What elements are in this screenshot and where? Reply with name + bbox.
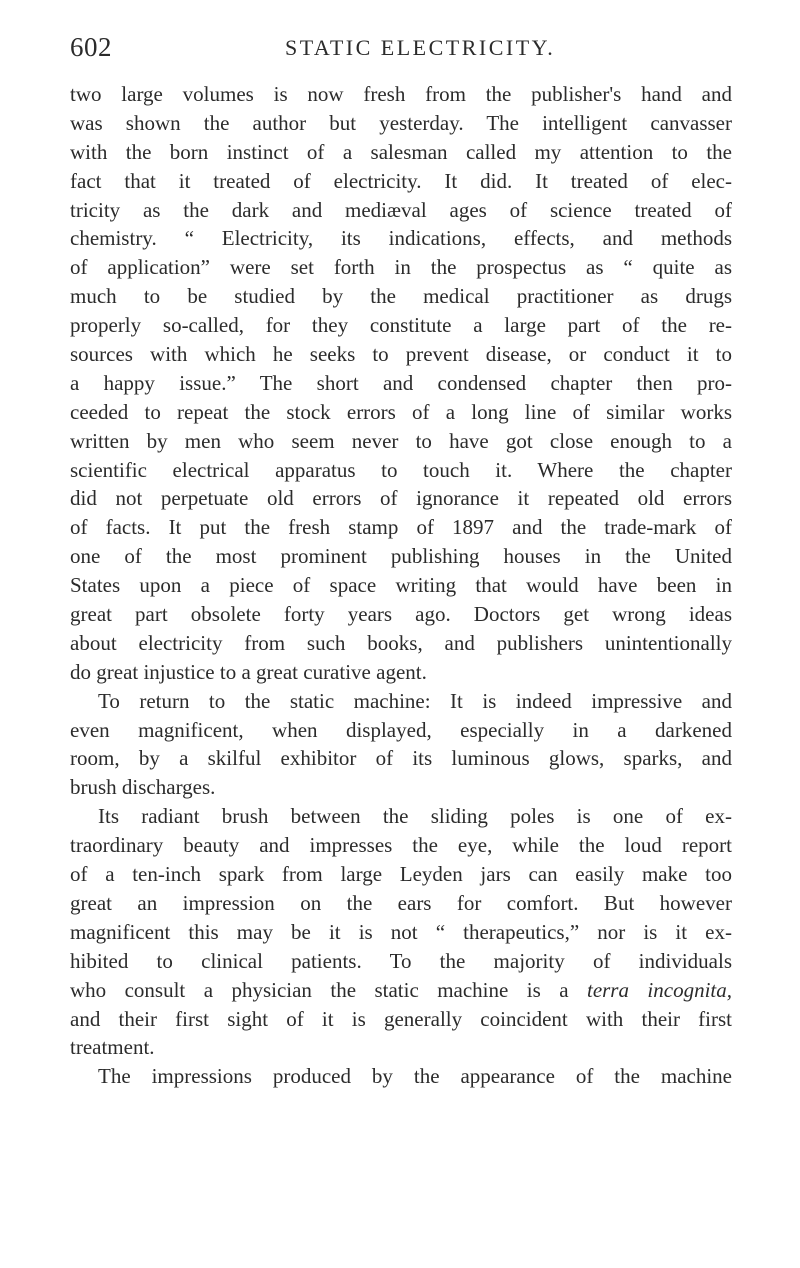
italic-phrase: terra incognita, — [586, 977, 732, 1002]
text-line: of a ten-inch spark from large Leyden jars can easily make too — [70, 862, 732, 887]
text-line-with-italic — [70, 976, 732, 1005]
text-line: and their first sight of it is generally coincident with their first — [70, 1006, 732, 1031]
text-line: one of the most prominent publishing houses in the United — [70, 544, 732, 569]
text-line: with the born instinct of a salesman called my attention to the — [70, 139, 732, 164]
text-line: written by men who seem never to have got close enough to a — [70, 428, 732, 453]
text-line: great part obsolete forty years ago. Doctors get wrong ideas — [70, 602, 732, 627]
line-text-before-italic: who consult a physician the static machine is a — [70, 977, 587, 1002]
text-line: great an impression on the ears for comfort. But however — [70, 890, 732, 915]
text-line: hibited to clinical patients. To the majority of individuals — [70, 948, 732, 973]
page-number: 602 — [70, 32, 112, 62]
text-line: fact that it treated of electricity. It did. It treated of elec- — [70, 168, 732, 193]
text-line: about electricity from such books, and publishers unintentionally — [70, 630, 732, 655]
text-line: of application” were set forth in the prospectus as “ quite as — [70, 255, 732, 280]
text-line: States upon a piece of space writing that would have been in — [70, 573, 732, 598]
text-line: tricity as the dark and mediæval ages of science treated of — [70, 197, 732, 222]
text-line: room, by a skilful exhibitor of its luminous glows, sparks, and — [70, 746, 732, 771]
text-line: much to be studied by the medical practitioner as drugs — [70, 284, 732, 309]
text-line: brush discharges. — [70, 775, 216, 800]
text-line: ceeded to repeat the stock errors of a long line of similar works — [70, 399, 732, 424]
paragraph-start-line: To return to the static machine: It is indeed impressive and — [98, 688, 732, 713]
text-line: properly so-called, for they constitute a large part of the re- — [70, 313, 732, 338]
running-head: STATIC ELECTRICITY. — [285, 35, 556, 60]
paragraph-start-line: Its radiant brush between the sliding poles is one of ex- — [98, 804, 732, 829]
body-text — [70, 80, 732, 1091]
text-line: two large volumes is now fresh from the publisher's hand and — [70, 82, 732, 106]
page-header — [70, 32, 732, 68]
text-line: even magnificent, when displayed, especially in a darkened — [70, 717, 732, 742]
paragraph-start-line: The impressions produced by the appearance of the machine — [98, 1064, 732, 1089]
text-line: magnificent this may be it is not “ therapeutics,” nor is it ex- — [70, 919, 732, 944]
text-line: did not perpetuate old errors of ignorance it repeated old errors — [70, 486, 732, 511]
text-line: sources with which he seeks to prevent disease, or conduct it to — [70, 342, 732, 367]
text-line: was shown the author but yesterday. The intelligent canvasser — [70, 110, 732, 135]
text-line: treatment. — [70, 1035, 155, 1060]
text-line: of facts. It put the fresh stamp of 1897 and the trade-mark of — [70, 515, 732, 540]
text-line: scientific electrical apparatus to touch it. Where the chapter — [70, 457, 732, 482]
text-line: chemistry. “ Electricity, its indications, effects, and methods — [70, 226, 732, 251]
text-line: do great injustice to a great curative agent. — [70, 659, 427, 684]
text-line: traordinary beauty and impresses the eye, while the loud report — [70, 833, 732, 858]
text-line: a happy issue.” The short and condensed chapter then pro- — [70, 370, 732, 395]
